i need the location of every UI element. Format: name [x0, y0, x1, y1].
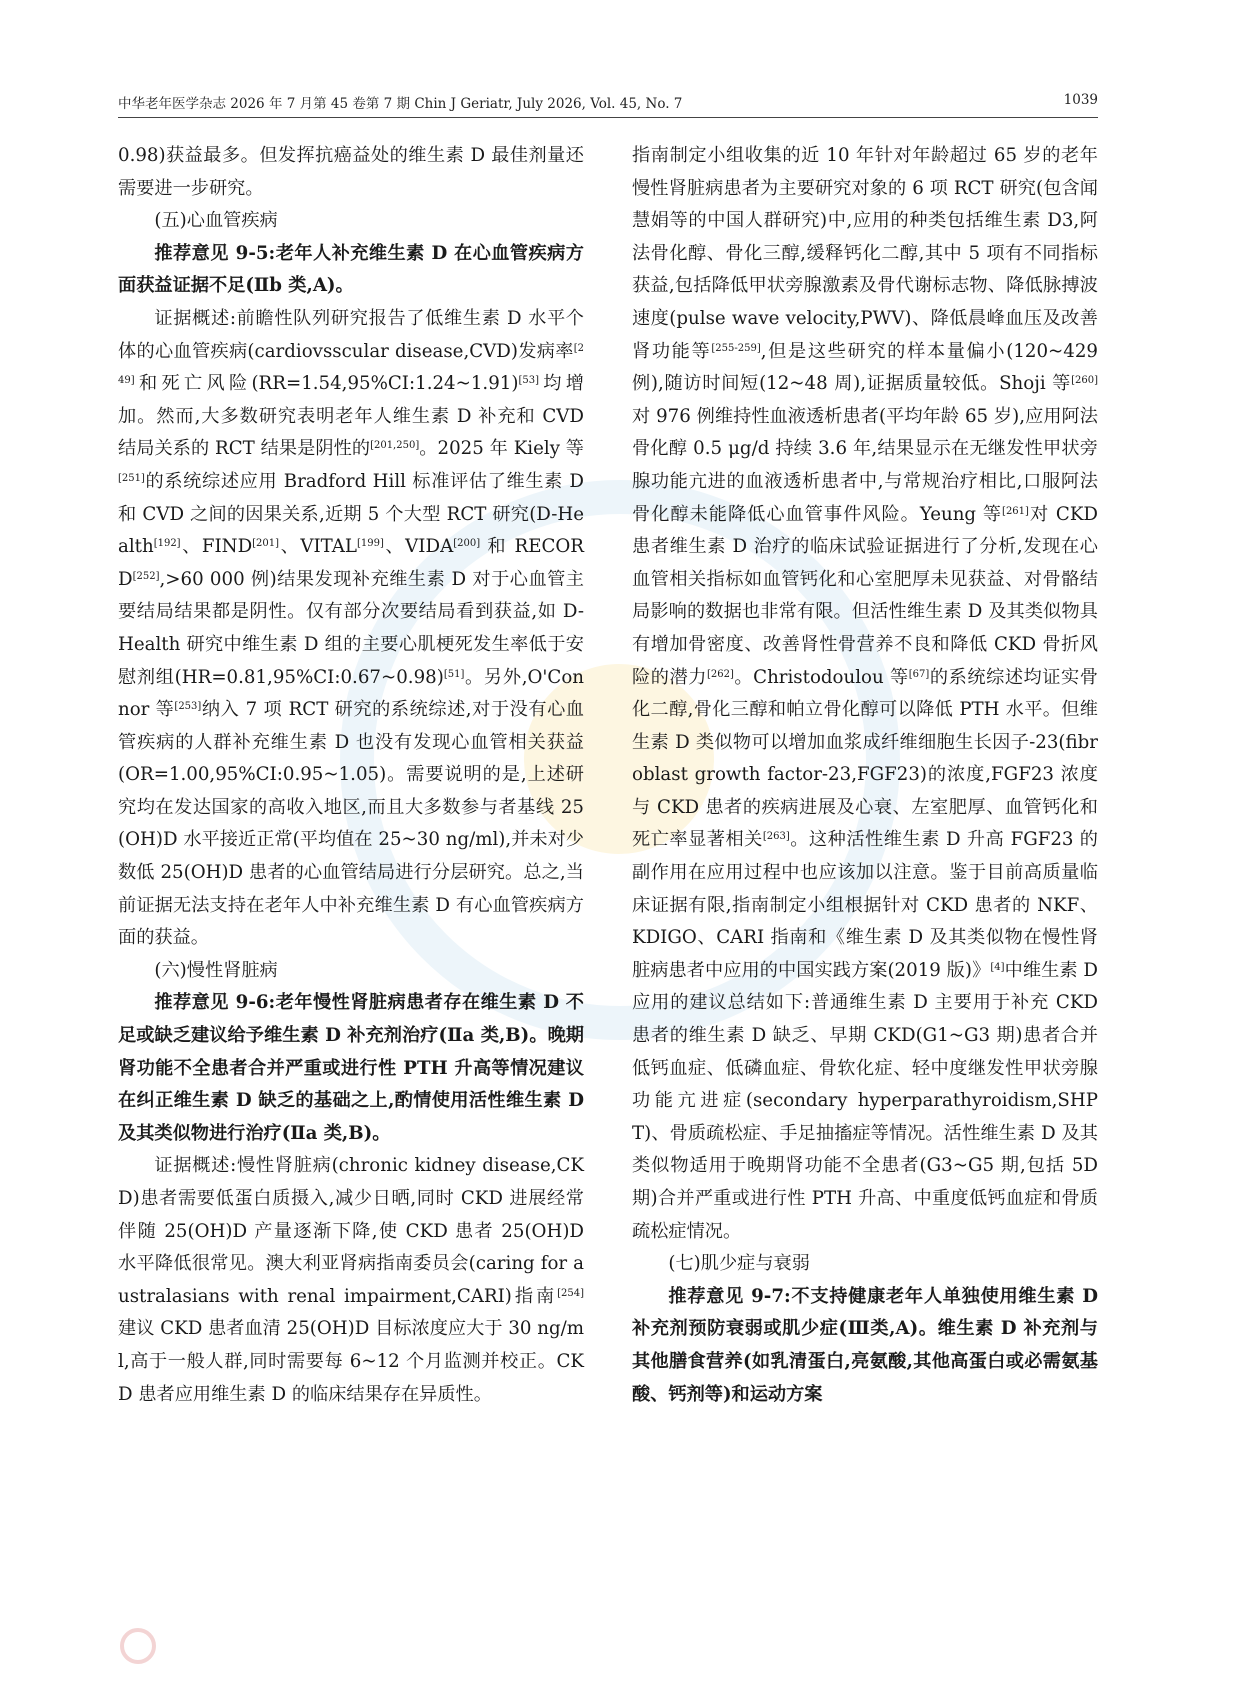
left-column: [118, 140, 584, 1411]
section-heading-sarcopenia: (七)肌少症与衰弱: [668, 1253, 810, 1275]
running-header: [118, 92, 1098, 116]
header-rule: [118, 117, 1098, 118]
publisher-logo-icon: [120, 1628, 540, 1668]
section-heading-ckd: (六)慢性肾脏病: [154, 959, 278, 981]
recommendation-9-5: 推荐意见 9-5:老年人补充维生素 D 在心血管疾病方面获益证据不足(Ⅱb 类,A)。: [118, 242, 584, 297]
paragraph-evidence-ckd: 证据概述:慢性肾脏病(chronic kidney disease,CKD)患者需要低蛋白质摄入,减少日晒,同时 CKD 进展经常伴随 25(OH)D 产量逐渐下降,使 CKD 患者 25(OH)D 水平降低很常见。澳大利亚肾病指南委员会(caring for australasians with renal impairment,CARI)指南[254]建议 CKD 患者血清 25(OH)D 目标浓度应大于 30 ng/ml,高于一般人群,同时需要每 6~12 个月监测并校正。CKD 患者应用维生素 D 的临床结果存在异质性。: [118, 1155, 584, 1405]
paragraph: 0.98)获益最多。但发挥抗癌益处的维生素 D 最佳剂量还需要进一步研究。: [118, 145, 584, 199]
recommendation-9-7: 推荐意见 9-7:不支持健康老年人单独使用维生素 D 补充剂预防衰弱或肌少症(Ⅲ类,A)。维生素 D 补充剂与其他膳食营养(如乳清蛋白,亮氨酸,其他高蛋白或必需氨基酸、钙剂等)和运动方案: [632, 1285, 1098, 1405]
right-column: [632, 140, 1098, 1411]
paragraph-ckd-continued: 指南制定小组收集的近 10 年针对年龄超过 65 岁的老年慢性肾脏病患者为主要研究对象的 6 项 RCT 研究(包含闻慧娟等的中国人群研究)中,应用的种类包括维生素 D3,阿法骨化醇、骨化三醇,缓释钙化二醇,其中 5 项有不同指标获益,包括降低甲状旁腺激素及骨代谢标志物、降低脉搏波速度(pulse wave velocity,PWV)、降低晨峰血压及改善肾功能等[255-259],但是这些研究的样本量偏小(120~429 例),随访时间短(12~48 周),证据质量较低。Shoji 等[260]对 976 例维持性血液透析患者(平均年龄 65 岁),应用阿法骨化醇 0.5 μg/d 持续 3.6 年,结果显示在无继发性甲状旁腺功能亢进的血液透析患者中,与常规治疗相比,口服阿法骨化醇未能降低心血管事件风险。Yeung 等[261]对 CKD 患者维生素 D 治疗的临床试验证据进行了分析,发现在心血管相关指标如血管钙化和心室肥厚未见获益、对骨骼结局影响的数据也非常有限。但活性维生素 D 及其类似物具有增加骨密度、改善肾性骨营养不良和降低 CKD 骨折风险的潜力[262]。Christodoulou 等[67]的系统综述均证实骨化二醇,骨化三醇和帕立骨化醇可以降低 PTH 水平。但维生素 D 类似物可以增加血浆成纤维细胞生长因子-23(fibroblast growth factor-23,FGF23)的浓度,FGF23 浓度与 CKD 患者的疾病进展及心衰、左室肥厚、血管钙化和死亡率显著相关[263]。这种活性维生素 D 升高 FGF23 的副作用在应用过程中也应该加以注意。鉴于目前高质量临床证据有限,指南制定小组根据针对 CKD 患者的 NKF、KDIGO、CARI 指南和《维生素 D 及其类似物在慢性肾脏病患者中应用的中国实践方案(2019 版)》[4]中维生素 D 应用的建议总结如下:普通维生素 D 主要用于补充 CKD 患者的维生素 D 缺乏、早期 CKD(G1~G3 期)患者合并低钙血症、低磷血症、骨软化症、轻中度继发性甲状旁腺功能亢进症(secondary hyperparathyroidism,SHPT)、骨质疏松症、手足抽搐症等情况。活性维生素 D 及其类似物适用于晚期肾功能不全患者(G3~G5 期,包括 5D 期)合并严重或进行性 PTH 升高、中重度低钙血症和骨质疏松症情况。: [632, 145, 1098, 1242]
section-heading-cardiovascular: (五)心血管疾病: [154, 210, 278, 232]
paragraph-evidence-cvd: 证据概述:前瞻性队列研究报告了低维生素 D 水平个体的心血管疾病(cardiovsscular disease,CVD)发病率[249]和死亡风险(RR=1.54,95%CI:1.24~1.91)[53]均增加。然而,大多数研究表明老年人维生素 D 补充和 CVD 结局关系的 RCT 结果是阴性的[201,250]。2025 年 Kiely 等[251]的系统综述应用 Bradford Hill 标准评估了维生素 D 和 CVD 之间的因果关系,近期 5 个大型 RCT 研究(D-Health[192]、FIND[201]、VITAL[199]、VIDA[200] 和 RECORD[252],>60 000 例)结果发现补充维生素 D 对于心血管主要结局结果都是阴性。仅有部分次要结局看到获益,如 D-Health 研究中维生素 D 组的主要心肌梗死发生率低于安慰剂组(HR=0.81,95%CI:0.67~0.98)[51]。另外,O'Connor 等[253]纳入 7 项 RCT 研究的系统综述,对于没有心血管疾病的人群补充维生素 D 也没有发现心血管相关获益(OR=1.00,95%CI:0.95~1.05)。需要说明的是,上述研究均在发达国家的高收入地区,而且大多数参与者基线 25(OH)D 水平接近正常(平均值在 25~30 ng/ml),并未对少数低 25(OH)D 患者的心血管结局进行分层研究。总之,当前证据无法支持在老年人中补充维生素 D 有心血管疾病方面的获益。: [118, 307, 584, 949]
page-number: 1039: [1063, 92, 1098, 108]
journal-citation: 中华老年医学杂志 2026 年 7 月第 45 卷第 7 期 Chin J Geriatr, July 2026, Vol. 45, No. 7: [118, 96, 683, 112]
recommendation-9-6: 推荐意见 9-6:老年慢性肾脏病患者存在维生素 D 不足或缺乏建议给予维生素 D 补充剂治疗(Ⅱa 类,B)。晚期肾功能不全患者合并严重或进行性 PTH 升高等情况建议在纠正维生素 D 缺乏的基础之上,酌情使用活性维生素 D 及其类似物进行治疗(Ⅱa 类,B)。: [118, 992, 584, 1144]
